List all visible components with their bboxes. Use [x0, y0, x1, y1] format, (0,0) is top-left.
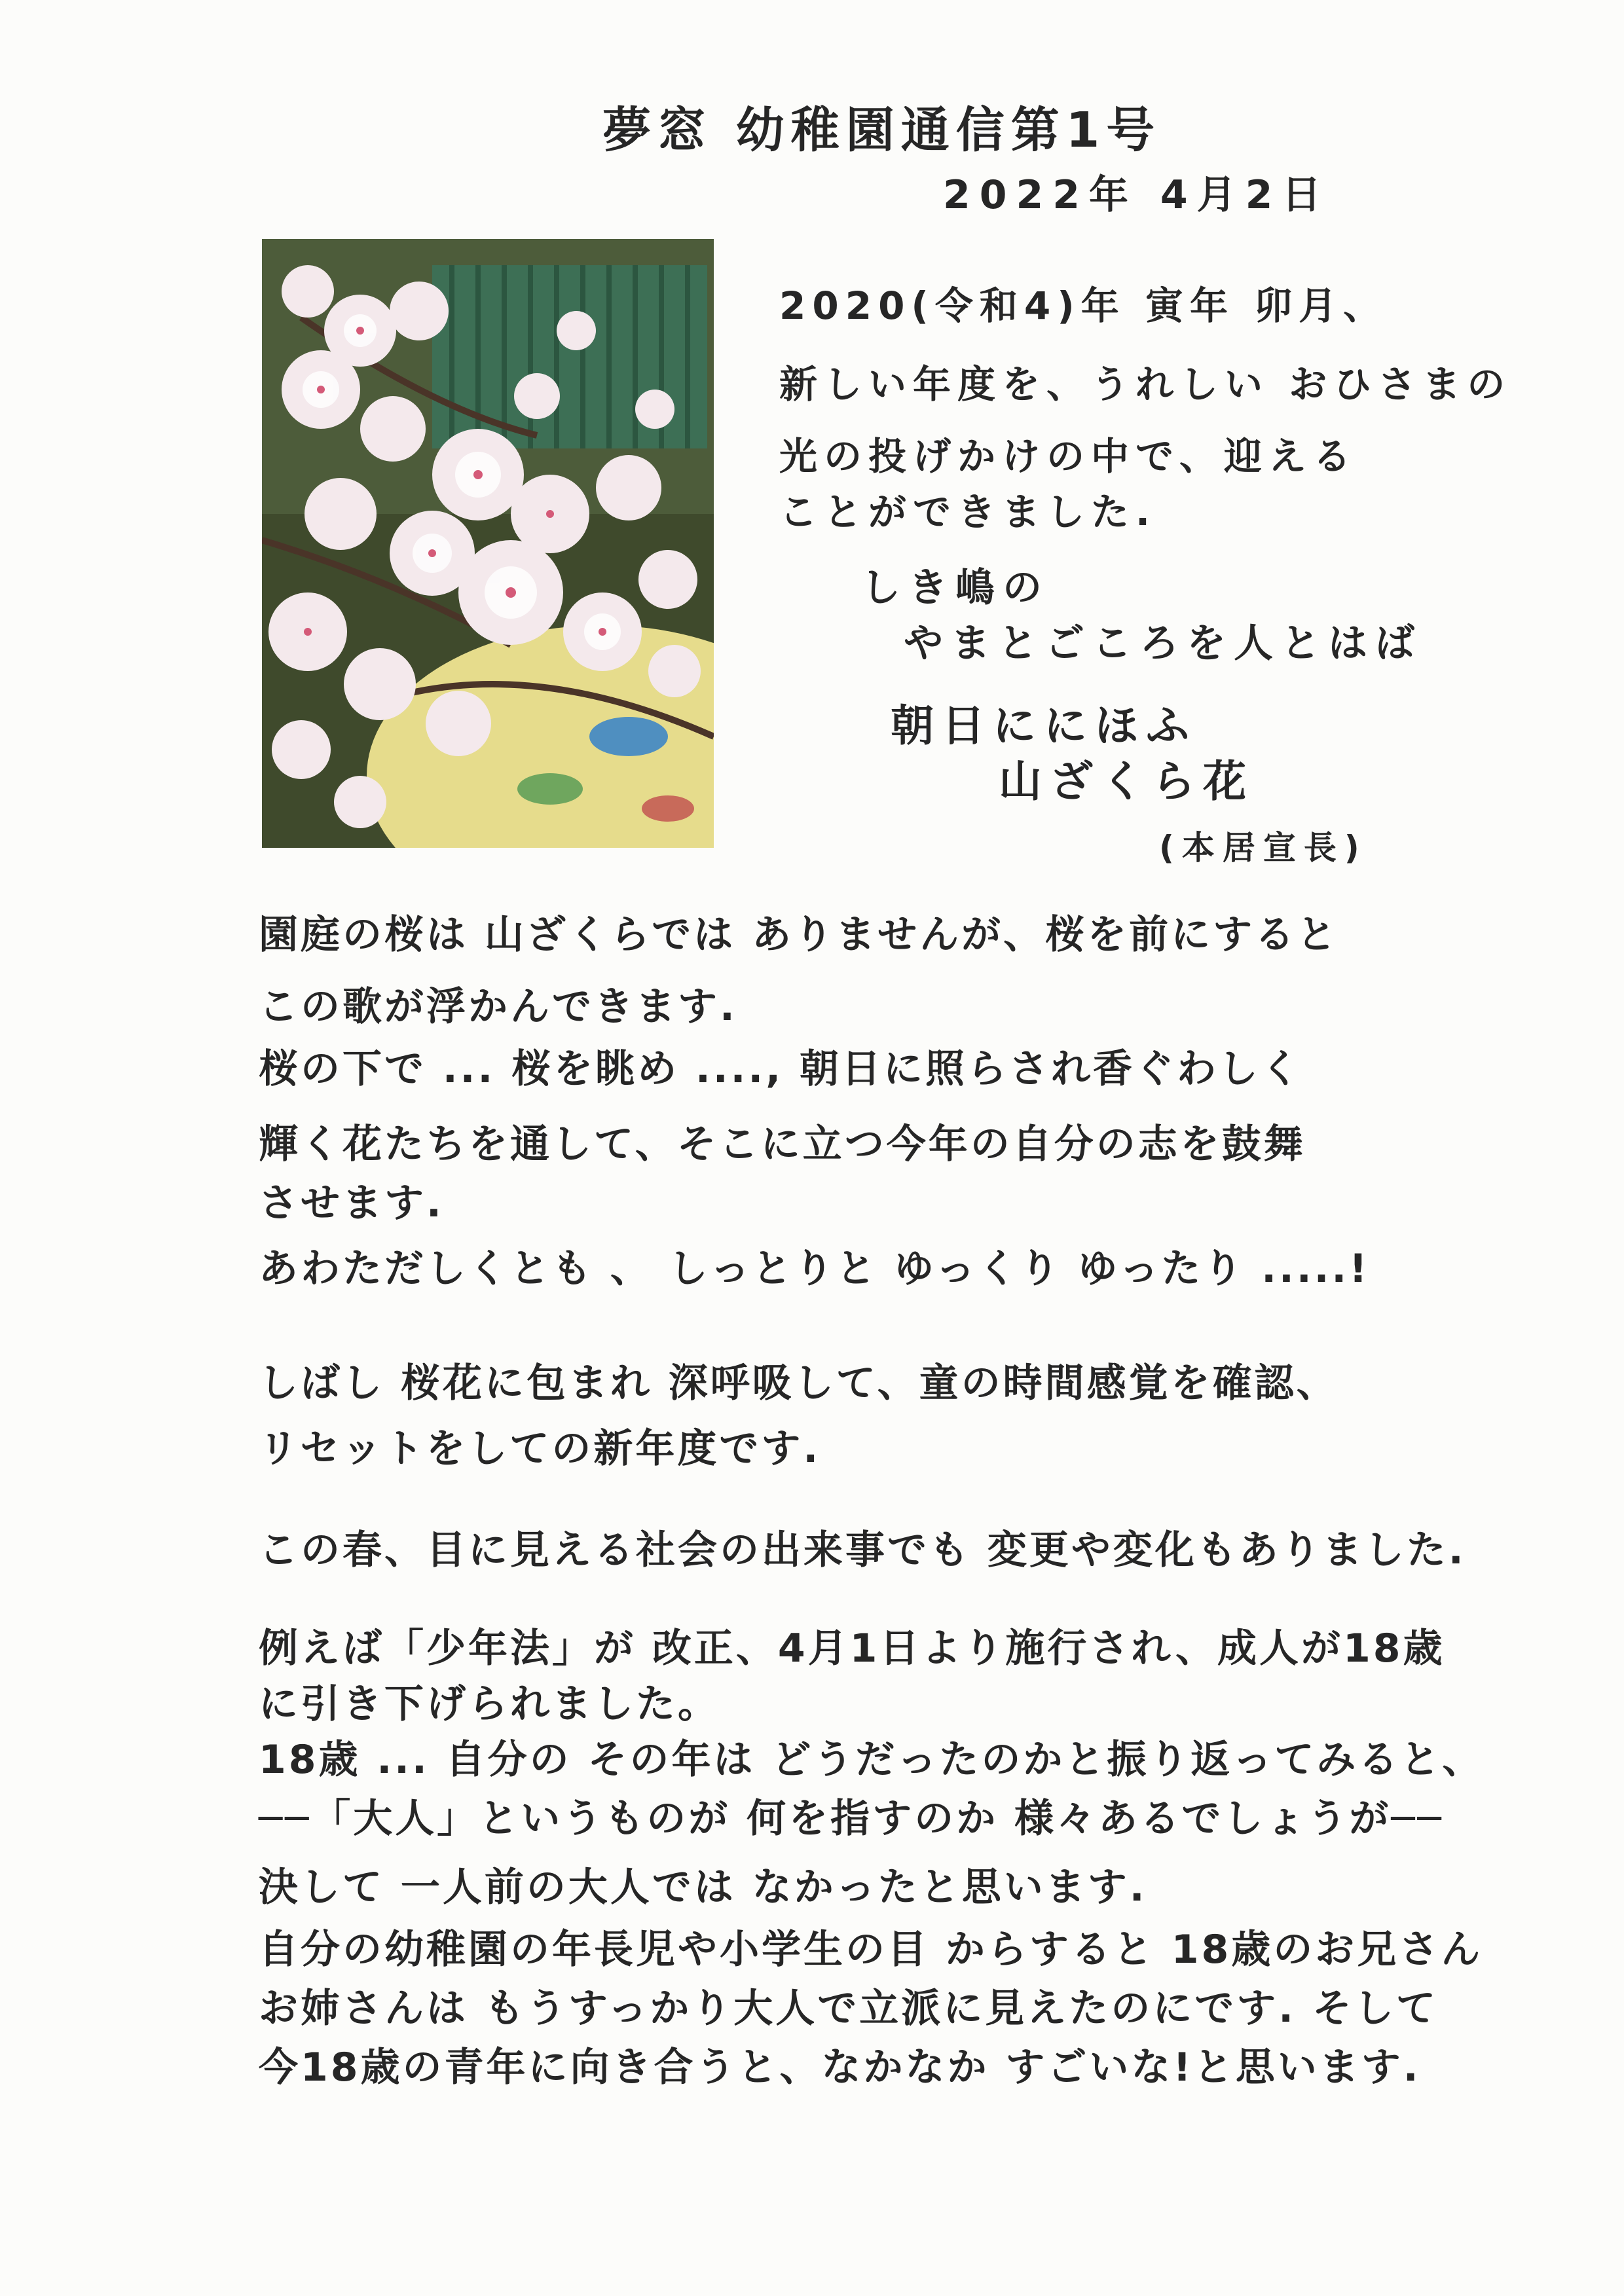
body-line: この春、目に見える社会の出来事でも 変更や変化もありました. — [259, 1527, 1466, 1573]
cherry-blossom-photo — [262, 239, 714, 848]
body-line: リセットをしての新年度です. — [259, 1426, 821, 1472]
poem-attribution: (本居宣長) — [1159, 829, 1367, 867]
intro-line: 2020(令和4)年 寅年 卯月、 — [779, 283, 1388, 328]
body-line: に引き下げられました。 — [259, 1681, 720, 1727]
intro-line: 光の投げかけの中で、迎える — [779, 434, 1357, 479]
poem-line: 朝日ににほふ — [891, 701, 1197, 751]
body-line: ──「大人」というものが 何を指すのか 様々あるでしょうが── — [259, 1796, 1444, 1842]
poem-line: 山ざくら花 — [999, 756, 1254, 807]
poem-line: やまとごころを人とはば — [904, 621, 1422, 666]
body-line: お姉さんは もうすっかり大人で立派に見えたのにです. そして — [259, 1986, 1438, 2032]
body-line: 桜の下で ... 桜を眺め ...., 朝日に照らされ香ぐわしく — [259, 1046, 1302, 1092]
body-line: この歌が浮かんできます. — [259, 984, 737, 1030]
body-line: しばし 桜花に包まれ 深呼吸して、童の時間感覚を確認、 — [259, 1360, 1338, 1406]
body-line: 今18歳の青年に向き合うと、なかなか すごいな!と思います. — [259, 2045, 1421, 2090]
intro-line: ことができました. — [779, 490, 1157, 534]
body-line: 18歳 ... 自分の その年は どうだったのかと振り返ってみると、 — [259, 1737, 1485, 1783]
body-line: 例えば「少年法」が 改正、4月1日より施行され、成人が18歳 — [259, 1626, 1445, 1671]
body-line: 園庭の桜は 山ざくらでは ありませんが、桜を前にすると — [259, 912, 1339, 958]
poem-line: しき嶋の — [861, 565, 1050, 611]
body-line: あわただしくとも 、 しっとりと ゆっくり ゆったり .....! — [259, 1246, 1370, 1292]
body-line: させます. — [259, 1180, 444, 1226]
newsletter-title: 夢窓 幼稚園通信第1号 — [602, 102, 1162, 158]
body-line: 自分の幼稚園の年長児や小学生の目 からすると 18歳のお兄さん — [259, 1927, 1483, 1973]
body-line: 輝く花たちを通して、そこに立つ今年の自分の志を鼓舞 — [259, 1121, 1306, 1167]
intro-line: 新しい年度を、うれしい おひさまの — [779, 362, 1512, 407]
body-line: 決して 一人前の大人では なかったと思います. — [259, 1865, 1147, 1910]
newsletter-date: 2022年 4月2日 — [943, 172, 1331, 218]
